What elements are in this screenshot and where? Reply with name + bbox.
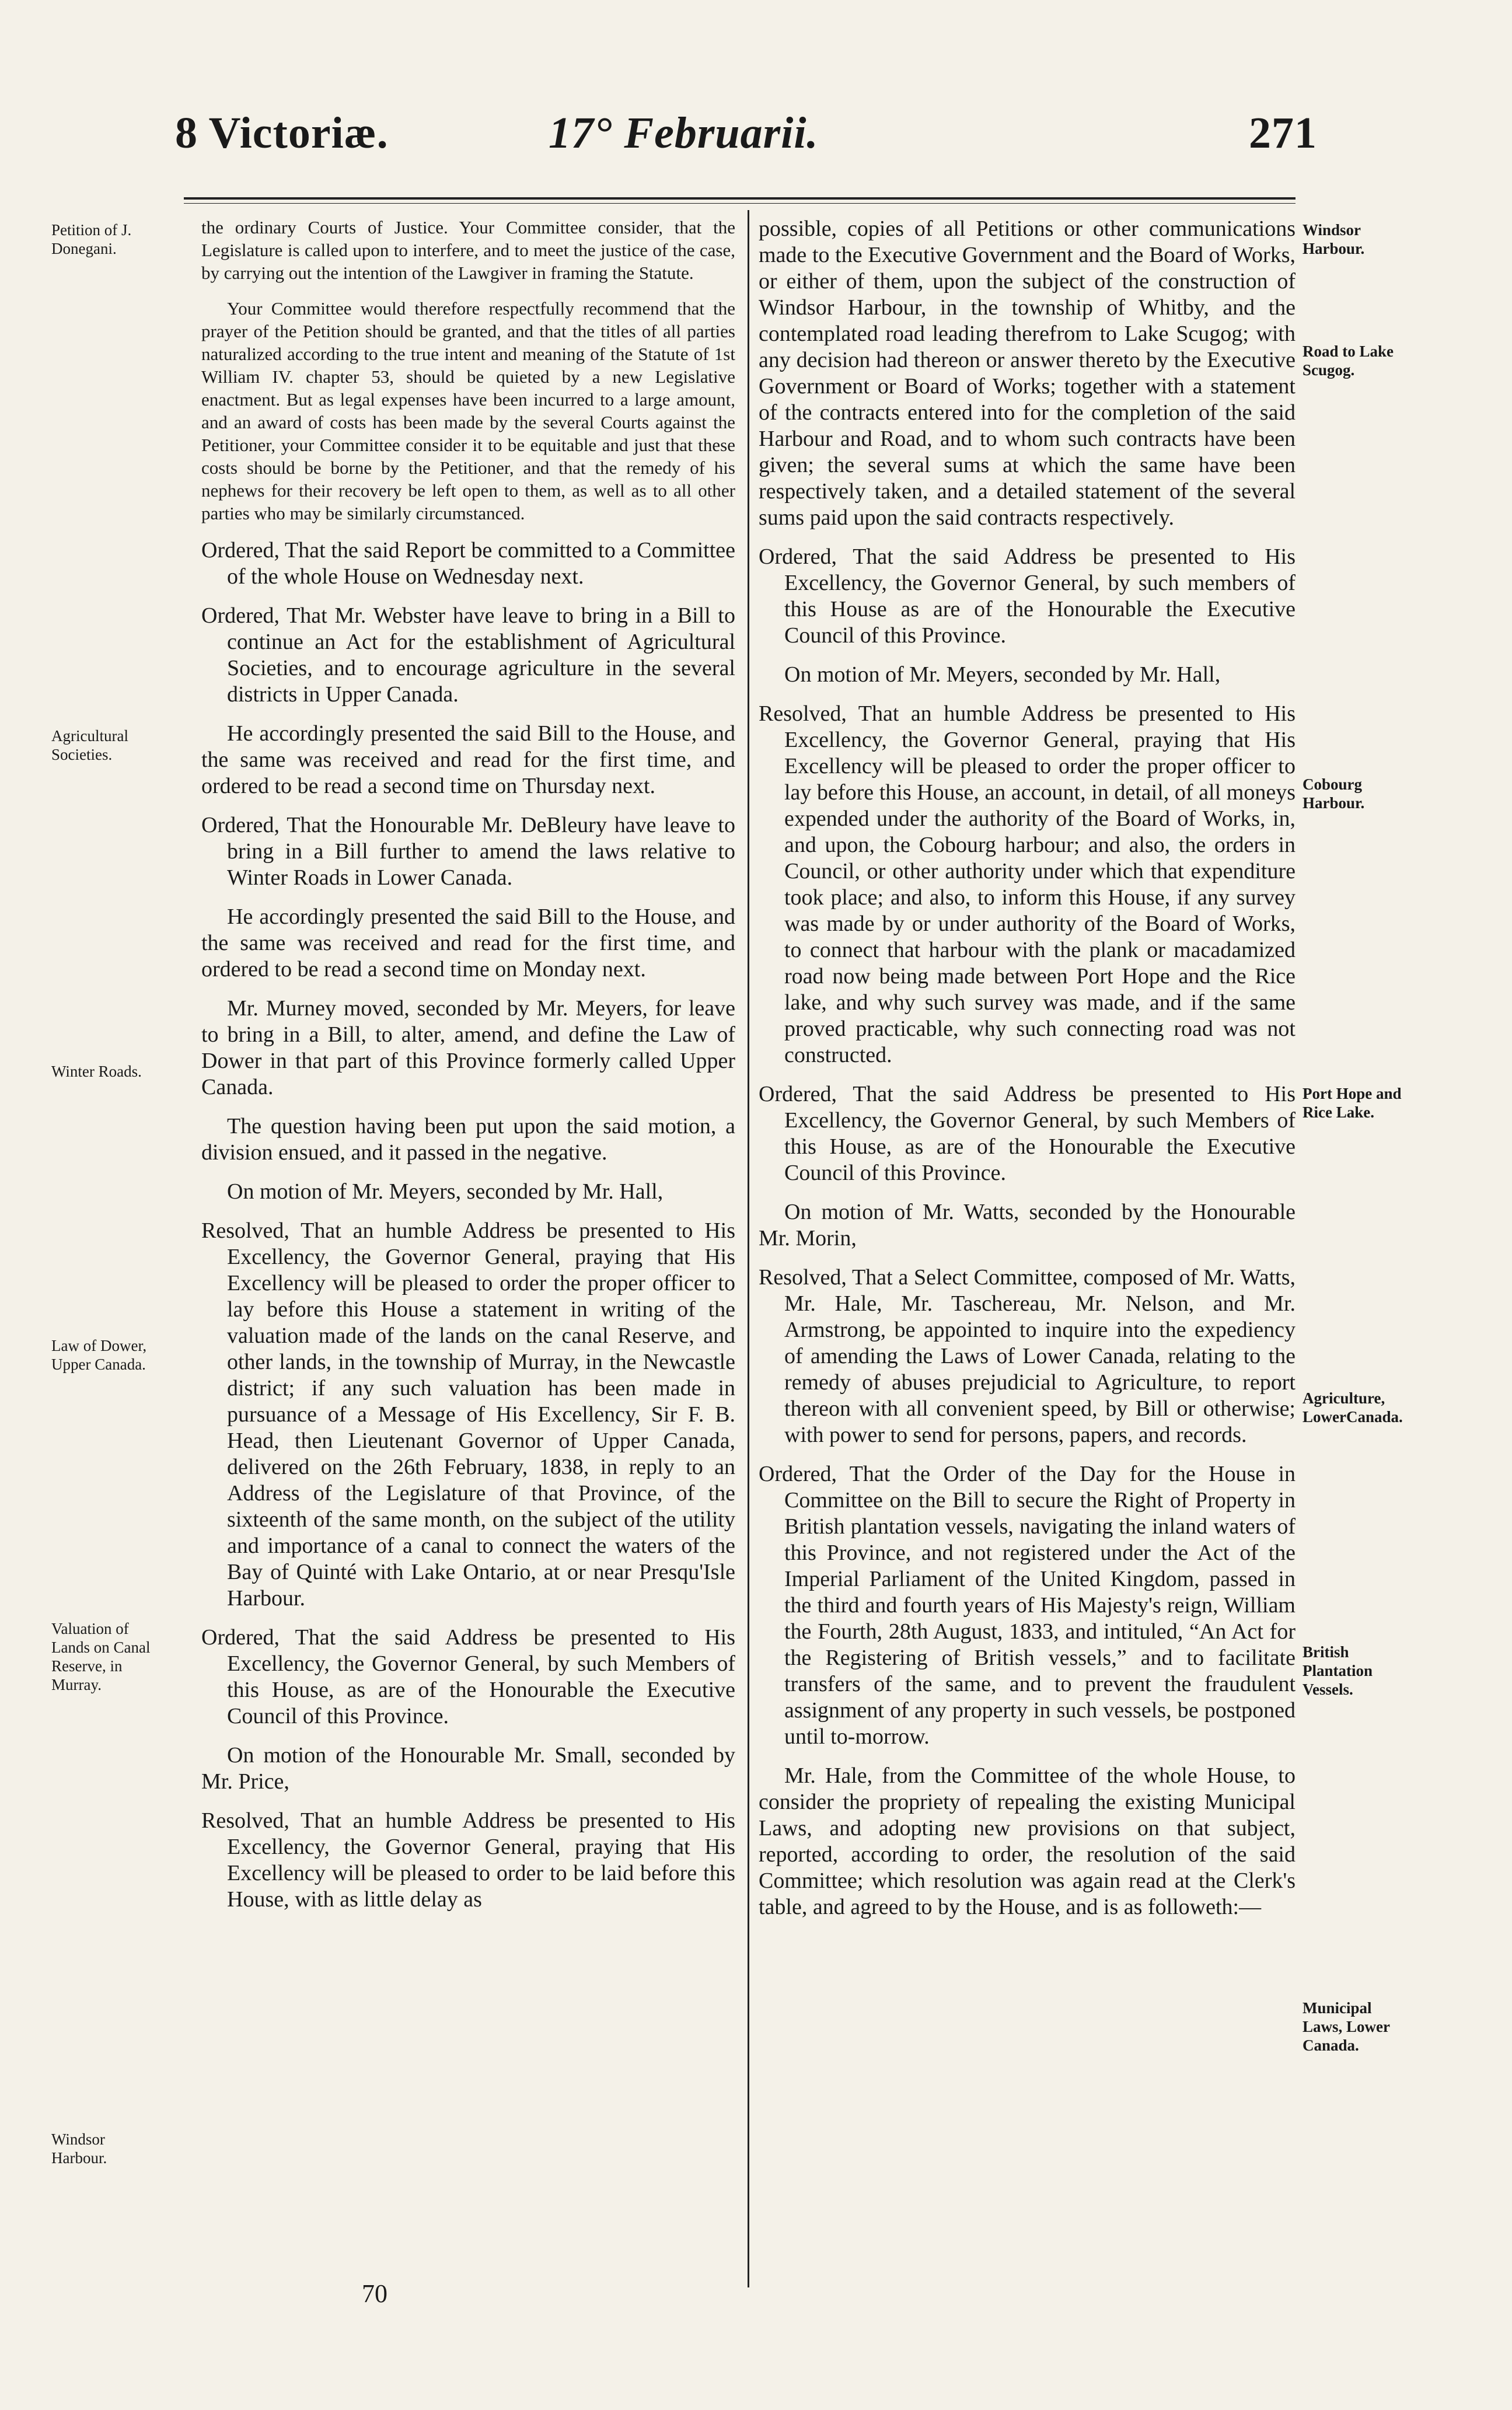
right-column: [759, 216, 1295, 1933]
margin-note: British Plantation Vessels.: [1303, 1643, 1373, 1698]
order-paragraph: Ordered, That the said Address be presented to His Excellency, the Governor General, by such Members of this House, as are of the Honourable the Executive Council of this Province.: [201, 1625, 735, 1728]
resolution-paragraph: Resolved, That an humble Address be presented to His Excellency, the Governor General, praying that His Excellency will be pleased to order the proper officer to lay before this House a statement in writing of the valuation made of the lands on the canal Reserve, and other lands, in the township of Murray, in the Newcastle district; if any such valuation has been made in pursuance of a Message of His Excellency, Sir F. B. Head, then Lieutenant Governor of Upper Canada, delivered on the 26th February, 1838, in reply to an Address of the Legislature of that Province, of the sixteenth of the same month, on the subject of the utility and importance of a canal to connect the waters of the Bay of Quinté with Lake Ontario, at or near Presqu'Isle Harbour.: [201, 1218, 735, 1611]
margin-note: Valuation of Lands on Canal Reserve, in Murray.: [51, 1620, 151, 1693]
order-paragraph: Ordered, That the said Address be presented to His Excellency, the Governor General, by such members of this House as are of the Honourable the Executive Council of this Province.: [759, 544, 1295, 648]
margin-note: Agricultural Societies.: [51, 727, 128, 763]
paragraph: He accordingly presented the said Bill to the House, and the same was received and read for the first time, and ordered to be read a second time on Thursday next.: [201, 721, 735, 798]
running-header-date: 17° Februarii.: [549, 109, 819, 158]
report-paragraph: the ordinary Courts of Justice. Your Committee consider, that the Legislature is called upon to interfere, and to meet the justice of the case, by carrying out the intention of the Lawgiver in framing the Statute.: [201, 217, 735, 283]
report-paragraph: Mr. Hale, from the Committee of the whole House, to consider the propriety of repealing the existing Municipal Laws, and adopting new provisions on that subject, reported, according to order, the resolution of the said Committee; which resolution was again read at the Clerk's table, and agreed to by the House, and is as followeth:—: [759, 1763, 1295, 1919]
left-column: [201, 216, 735, 1926]
margin-note: Petition of J. Donegani.: [51, 221, 132, 257]
order-paragraph: Ordered, That the Order of the Day for the House in Committee on the Bill to secure the Right of Property in British plantation vessels, navigating the inland waters of this Province, and not registered under the Act of the Imperial Parliament of the United Kingdom, passed in the third and fourth years of His Majesty's reign, William the Fourth, 28th August, 1833, and intituled, “An Act for the Registering of British vessels,” and to facilitate transfers of the same, and to prevent the fraudulent assignment of any property in such vessels, be postponed until to-morrow.: [759, 1462, 1295, 1749]
margin-note: Municipal Laws, Lower Canada.: [1303, 1999, 1390, 2054]
order-paragraph: Ordered, That the Honourable Mr. DeBleury have leave to bring in a Bill further to amend the laws relative to Winter Roads in Lower Canada.: [201, 813, 735, 890]
resolution-paragraph: Resolved, That a Select Committee, composed of Mr. Watts, Mr. Hale, Mr. Taschereau, Mr. Nelson, and Mr. Armstrong, be appointed to inquire into the expediency of amending the Laws of Lower Canada, relating to the remedy of abuses prejudicial to Agriculture, to report thereon with all convenient speed, by Bill or otherwise; with power to send for persons, papers, and records.: [759, 1265, 1295, 1447]
margin-note: Windsor Harbour.: [51, 2130, 107, 2167]
order-paragraph: Ordered, That the said Report be committed to a Committee of the whole House on Wednesday next.: [201, 538, 735, 589]
order-paragraph: Ordered, That the said Address be presented to His Excellency, the Governor General, by such Members of this House, as are of the Honourable the Executive Council of this Province.: [759, 1082, 1295, 1185]
column-divider: [748, 210, 749, 2287]
margin-note: Law of Dower, Upper Canada.: [51, 1337, 147, 1373]
order-paragraph: Ordered, That Mr. Webster have leave to bring in a Bill to continue an Act for the establishment of Agricultural Societies, and to encourage agriculture in the several districts in Upper Canada.: [201, 603, 735, 707]
header-rule: [184, 197, 1295, 200]
motion-paragraph: On motion of Mr. Meyers, seconded by Mr. Hall,: [227, 1179, 664, 1204]
margin-note: Windsor Harbour.: [1303, 221, 1365, 257]
margin-note: Cobourg Harbour.: [1303, 776, 1365, 812]
resolution-paragraph: Resolved, That an humble Address be presented to His Excellency, the Governor General, praying that His Excellency will be pleased to order the proper officer to lay before this House, an account, in detail, of all moneys expended under the authority of the Board of Works, in, and upon, the Cobourg harbour; and also, the orders in Council, or other authority under which that expenditure took place; and also, to inform this House, if any survey was made by or under authority of the Board of Works, to connect that harbour with the plank or macadamized road now being made between Port Hope and the Rice lake, and why such survey was made, and if the same proved practicable, why such connecting road was not constructed.: [759, 701, 1295, 1067]
running-header-left: 8 Victoriæ.: [175, 109, 389, 158]
report-paragraph: Your Committee would therefore respectfully recommend that the prayer of the Petition should be granted, and that the titles of all parties naturalized according to the true intent and meaning of the Statute of 1st William IV. chapter 53, should be quieted by a new Legislative enactment. But as legal expenses have been incurred to a large amount, and an award of costs has been made by the several Courts against the Petitioner, your Committee consider it to be equitable and just that these costs should be borne by the Petitioner, and that the remedy of his nephews for their recovery be left open to them, as well as to all other parties who may be similarly circumstanced.: [201, 298, 735, 523]
motion-paragraph: On motion of Mr. Meyers, seconded by Mr. Hall,: [784, 662, 1221, 687]
paragraph: He accordingly presented the said Bill to the House, and the same was received and read for the first time, and ordered to be read a second time on Monday next.: [201, 904, 735, 982]
motion-paragraph: On motion of Mr. Watts, seconded by the Honourable Mr. Morin,: [759, 1200, 1295, 1251]
margin-note: Agriculture, LowerCanada.: [1303, 1389, 1403, 1426]
margin-note: Port Hope and Rice Lake.: [1303, 1085, 1402, 1121]
resolution-paragraph: Resolved, That an humble Address be presented to His Excellency, the Governor General, praying that His Excellency will be pleased to order to be laid before this House, with as little delay as: [201, 1808, 735, 1912]
header-rule-thin: [184, 203, 1295, 204]
paragraph: The question having been put upon the said motion, a division ensued, and it passed in the negative.: [201, 1114, 735, 1165]
motion-paragraph: Mr. Murney moved, seconded by Mr. Meyers, for leave to bring in a Bill, to alter, amend, and define the Law of Dower in that part of this Province formerly called Upper Canada.: [201, 996, 735, 1099]
margin-note: Winter Roads.: [51, 1063, 142, 1080]
paragraph: possible, copies of all Petitions or other communications made to the Executive Government and the Board of Works, or either of them, upon the subject of the construction of Windsor Harbour, in the township of Whitby, and the contemplated road leading therefrom to Lake Scugog; with any decision had thereon or answer thereto by the Executive Government or Board of Works; together with a statement of the contracts entered into for the completion of the said Harbour and Road, and to whom such contracts have been given; the several sums at which the same have been respectively taken, and a detailed statement of the several sums paid upon the said contracts respectively.: [759, 216, 1295, 530]
signature-mark: 70: [362, 2279, 387, 2308]
margin-note: Road to Lake Scugog.: [1303, 343, 1394, 379]
motion-paragraph: On motion of the Honourable Mr. Small, seconded by Mr. Price,: [201, 1743, 735, 1794]
page-number: 271: [1249, 109, 1317, 158]
